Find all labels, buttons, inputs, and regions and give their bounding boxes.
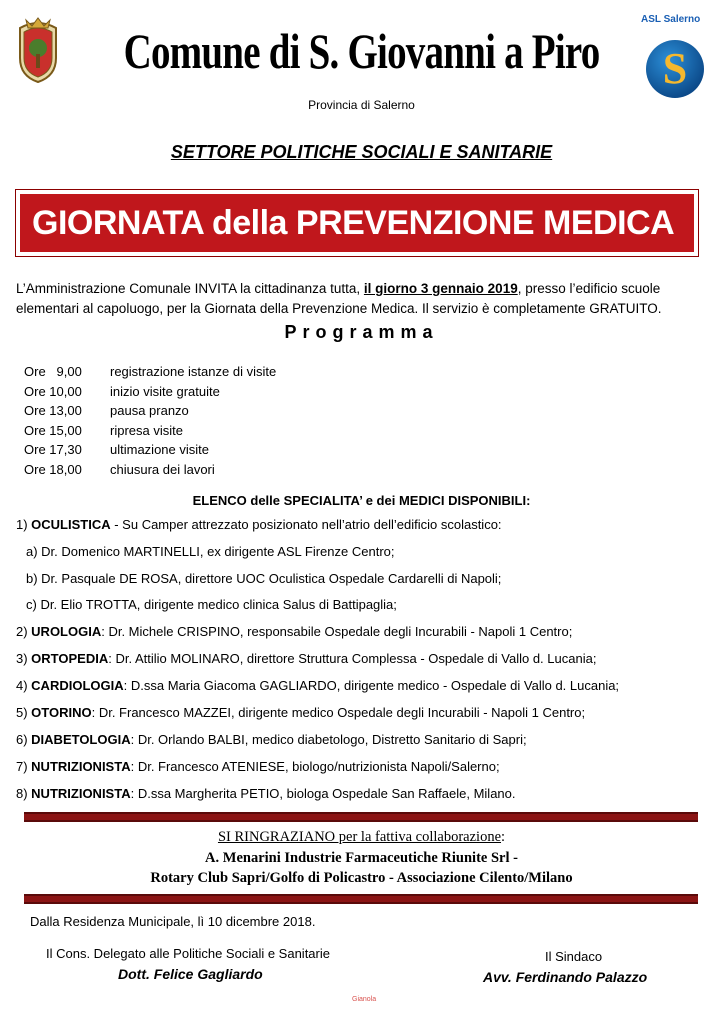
schedule-activity: ultimazione visite [110, 442, 209, 458]
schedule-row [24, 421, 276, 441]
program-title: Programma [284, 322, 439, 342]
specialty-item [16, 651, 596, 666]
specialty-description: : Dr. Orlando BALBI, medico diabetologo, Distretto Sanitario di Sapri; [130, 732, 527, 747]
specialty-number: 5) [16, 705, 32, 720]
thanks-sponsor-1: A. Menarini Industrie Farmaceutiche Riunite Srl - [205, 850, 518, 866]
specialty-number: 3) [16, 651, 32, 666]
schedule-list [24, 362, 276, 480]
specialty-item [16, 732, 527, 747]
specialty-number: a) [26, 544, 42, 559]
schedule-row [24, 440, 276, 460]
intro-text-end: , presso l’edificio scuole elementari al capoluogo, per la Giornata della Prevenzione Medica. Il servizio è completamente GRATUITO. [16, 281, 662, 316]
schedule-time: Ore 15,00 [24, 422, 82, 438]
intro-date: il giorno 3 gennaio 2019 [363, 281, 518, 296]
specialty-item [26, 544, 395, 559]
thanks-colon: : [501, 829, 506, 845]
specialties-heading: ELENCO delle SPECIALITA’ e dei MEDICI DISPONIBILI: [192, 493, 531, 508]
schedule-time: Ore 18,00 [24, 461, 82, 477]
specialty-number: 8) [16, 786, 32, 801]
schedule-time: Ore 17,30 [24, 442, 82, 458]
specialty-number: b) [26, 571, 42, 586]
schedule-activity: pausa pranzo [110, 403, 189, 419]
specialty-description: - Su Camper attrezzato posizionato nell’atrio dell’edificio scolastico: [110, 517, 502, 532]
specialty-number: 6) [16, 732, 32, 747]
divider-top [24, 812, 698, 822]
specialty-name: NUTRIZIONISTA [31, 786, 131, 801]
specialty-name: DIABETOLOGIA [31, 732, 131, 747]
schedule-row [24, 460, 276, 480]
specialty-name: CARDIOLOGIA [31, 678, 124, 693]
schedule-activity: chiusura dei lavori [110, 461, 215, 477]
specialty-description: : Dr. Francesco ATENIESE, biologo/nutrizionista Napoli/Salerno; [130, 759, 500, 774]
specialty-item [16, 786, 516, 801]
schedule-row [24, 382, 276, 402]
schedule-row [24, 401, 276, 421]
specialty-item [16, 517, 502, 532]
specialty-description: : D.ssa Maria Giacoma GAGLIARDO, dirigente medico - Ospedale di Vallo d. Lucania; [123, 678, 620, 693]
event-banner: GIORNATA della PREVENZIONE MEDICA [20, 194, 694, 252]
intro-text-start: L’Amministrazione Comunale INVITA la cittadinanza tutta, [16, 281, 364, 296]
schedule-time: Ore 10,00 [24, 383, 82, 399]
specialty-number: 4) [16, 678, 32, 693]
specialty-name: OTORINO [31, 705, 92, 720]
intro-paragraph [16, 279, 708, 319]
divider-bottom [24, 894, 698, 904]
specialty-item [16, 624, 572, 639]
thanks-heading: SI RINGRAZIANO per la fattiva collaborazione [217, 829, 502, 845]
residence-date: Dalla Residenza Municipale, lì 10 dicembre 2018. [30, 914, 316, 929]
municipal-crest-logo [14, 14, 62, 84]
specialty-item [16, 759, 500, 774]
schedule-time: Ore 13,00 [24, 403, 82, 419]
schedule-activity: inizio visite gratuite [110, 383, 220, 399]
schedule-activity: registrazione istanze di visite [110, 364, 277, 379]
specialty-item [16, 705, 585, 720]
specialty-name: UROLOGIA [31, 624, 102, 639]
thanks-line [0, 829, 723, 846]
specialty-number: c) [26, 597, 41, 612]
specialty-name: OCULISTICA [31, 517, 111, 532]
thanks-sponsor-2: Rotary Club Sapri/Golfo di Policastro - Associazione Cilento/Milano [150, 870, 573, 886]
asl-logo-text: ASL Salerno [641, 14, 701, 25]
schedule-time: Ore 9,00 [24, 364, 82, 379]
asl-logo-letter: S [662, 44, 688, 93]
specialty-description: Dr. Pasquale DE ROSA, direttore UOC Oculistica Ospedale Cardarelli di Napoli; [41, 571, 502, 586]
specialty-item [16, 678, 619, 693]
specialty-description: Dr. Domenico MARTINELLI, ex dirigente ASL Firenze Centro; [41, 544, 395, 559]
schedule-activity: ripresa visite [110, 422, 183, 438]
specialty-name: NUTRIZIONISTA [31, 759, 131, 774]
specialty-item [26, 597, 397, 612]
watermark: Gianola [352, 996, 377, 1003]
specialty-description: Dr. Elio TROTTA, dirigente medico clinica Salus di Battipaglia; [40, 597, 397, 612]
specialty-name: ORTOPEDIA [31, 651, 109, 666]
province-subtitle: Provincia di Salerno [308, 98, 415, 112]
specialty-number: 7) [16, 759, 32, 774]
specialty-number: 1) [16, 517, 32, 532]
mayor-name: Avv. Ferdinando Palazzo [483, 969, 648, 985]
specialty-item [26, 571, 501, 586]
specialty-description: : Dr. Michele CRISPINO, responsabile Ospedale degli Incurabili - Napoli 1 Centro; [101, 624, 573, 639]
specialty-description: : Dr. Francesco MAZZEI, dirigente medico Ospedale degli Incurabili - Napoli 1 Centro; [91, 705, 586, 720]
specialty-description: : Dr. Attilio MOLINARO, direttore Struttura Complessa - Ospedale di Vallo d. Lucania; [108, 651, 597, 666]
specialty-description: : D.ssa Margherita PETIO, biologa Ospedale San Raffaele, Milano. [130, 786, 516, 801]
mayor-role: Il Sindaco [545, 949, 603, 964]
page-title: Comune di S. Giovanni a Piro [123, 23, 600, 79]
specialty-number: 2) [16, 624, 32, 639]
delegate-name: Dott. Felice Gagliardo [118, 966, 263, 982]
sector-heading: SETTORE POLITICHE SOCIALI E SANITARIE [170, 142, 553, 162]
delegate-role: Il Cons. Delegato alle Politiche Sociali e Sanitarie [46, 946, 330, 961]
schedule-row [24, 362, 276, 382]
